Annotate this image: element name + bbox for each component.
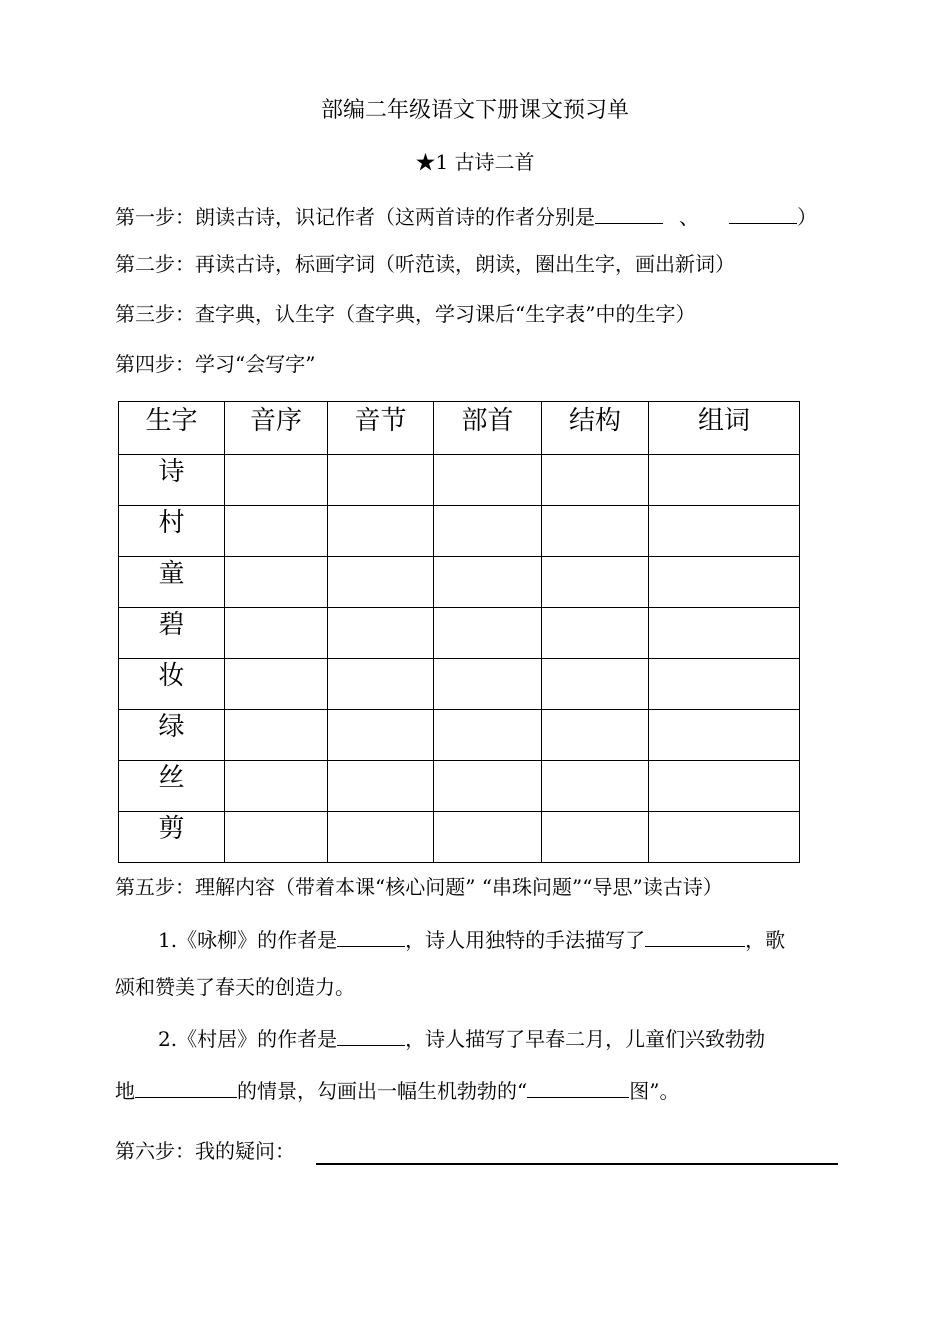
input-cell[interactable] bbox=[542, 812, 649, 863]
table-row bbox=[119, 455, 800, 506]
input-cell[interactable] bbox=[649, 608, 800, 659]
table-row bbox=[119, 812, 800, 863]
input-cell[interactable] bbox=[542, 659, 649, 710]
character-table bbox=[118, 401, 800, 863]
input-cell[interactable] bbox=[328, 710, 434, 761]
char-cell: 妆 bbox=[119, 659, 225, 710]
step-1 bbox=[115, 202, 817, 229]
q1-part2: ，诗人用独特的手法描写了 bbox=[405, 928, 646, 952]
char-cell: 童 bbox=[119, 557, 225, 608]
q2-picture-blank[interactable] bbox=[527, 1076, 629, 1098]
char-cell: 剪 bbox=[119, 812, 225, 863]
input-cell[interactable] bbox=[649, 506, 800, 557]
input-cell[interactable] bbox=[434, 455, 542, 506]
q2-part3: 地 bbox=[115, 1079, 135, 1103]
input-cell[interactable] bbox=[434, 608, 542, 659]
question-2-line-1 bbox=[158, 1024, 765, 1051]
input-cell[interactable] bbox=[649, 455, 800, 506]
input-cell[interactable] bbox=[649, 557, 800, 608]
header-words: 组词 bbox=[649, 402, 800, 455]
step-3: 第三步：查字典，认生字（查字典，学习课后“生字表”中的生字） bbox=[115, 302, 696, 326]
header-syllable: 音节 bbox=[328, 402, 434, 455]
table-row bbox=[119, 608, 800, 659]
table-header-row bbox=[119, 402, 800, 455]
step-6: 第六步：我的疑问： bbox=[115, 1139, 295, 1163]
step-1-sep: 、 bbox=[679, 205, 699, 229]
q2-part5: 图”。 bbox=[629, 1079, 680, 1103]
char-cell: 丝 bbox=[119, 761, 225, 812]
input-cell[interactable] bbox=[542, 557, 649, 608]
input-cell[interactable] bbox=[328, 812, 434, 863]
table-row bbox=[119, 557, 800, 608]
input-cell[interactable] bbox=[328, 506, 434, 557]
step-4: 第四步：学习“会写字” bbox=[115, 352, 316, 376]
input-cell[interactable] bbox=[434, 761, 542, 812]
char-cell: 村 bbox=[119, 506, 225, 557]
question-answer-line[interactable] bbox=[316, 1163, 838, 1165]
input-cell[interactable] bbox=[328, 557, 434, 608]
input-cell[interactable] bbox=[434, 506, 542, 557]
header-initial: 音序 bbox=[225, 402, 328, 455]
header-structure: 结构 bbox=[542, 402, 649, 455]
table-row bbox=[119, 710, 800, 761]
input-cell[interactable] bbox=[328, 659, 434, 710]
input-cell[interactable] bbox=[434, 812, 542, 863]
q1-subject-blank[interactable] bbox=[645, 925, 745, 947]
q2-part2: ，诗人描写了早春二月，儿童们兴致勃勃 bbox=[405, 1027, 766, 1051]
input-cell[interactable] bbox=[542, 710, 649, 761]
table-row bbox=[119, 506, 800, 557]
question-1-line-1 bbox=[158, 925, 785, 952]
input-cell[interactable] bbox=[542, 506, 649, 557]
q2-activity-blank[interactable] bbox=[135, 1076, 237, 1098]
lesson-title: ★1 古诗二首 bbox=[415, 150, 535, 174]
q2-part1: 2.《村居》的作者是 bbox=[158, 1027, 338, 1051]
input-cell[interactable] bbox=[542, 761, 649, 812]
input-cell[interactable] bbox=[542, 455, 649, 506]
input-cell[interactable] bbox=[328, 455, 434, 506]
input-cell[interactable] bbox=[649, 812, 800, 863]
table-row bbox=[119, 761, 800, 812]
input-cell[interactable] bbox=[328, 761, 434, 812]
input-cell[interactable] bbox=[328, 608, 434, 659]
q2-part4: 的情景，勾画出一幅生机勃勃的“ bbox=[237, 1079, 528, 1103]
char-cell: 绿 bbox=[119, 710, 225, 761]
page-title: 部编二年级语文下册课文预习单 bbox=[320, 98, 629, 123]
q1-author-blank[interactable] bbox=[337, 925, 405, 947]
question-1-line-2: 颂和赞美了春天的创造力。 bbox=[115, 975, 355, 999]
input-cell[interactable] bbox=[434, 659, 542, 710]
input-cell[interactable] bbox=[225, 608, 328, 659]
q2-author-blank[interactable] bbox=[337, 1024, 405, 1046]
input-cell[interactable] bbox=[649, 659, 800, 710]
input-cell[interactable] bbox=[434, 557, 542, 608]
step-2: 第二步：再读古诗，标画字词（听范读，朗读，圈出生字，画出新词） bbox=[115, 252, 735, 276]
input-cell[interactable] bbox=[542, 608, 649, 659]
input-cell[interactable] bbox=[225, 812, 328, 863]
input-cell[interactable] bbox=[225, 659, 328, 710]
input-cell[interactable] bbox=[434, 710, 542, 761]
step-1-text: 第一步：朗读古诗，识记作者（这两首诗的作者分别是 bbox=[115, 205, 595, 229]
author-blank-1[interactable] bbox=[595, 202, 663, 224]
input-cell[interactable] bbox=[649, 710, 800, 761]
char-cell: 诗 bbox=[119, 455, 225, 506]
q1-part3: ，歌 bbox=[745, 928, 786, 952]
step-5: 第五步：理解内容（带着本课“核心问题” “串珠问题”“导思”读古诗） bbox=[115, 875, 723, 899]
char-cell: 碧 bbox=[119, 608, 225, 659]
input-cell[interactable] bbox=[225, 455, 328, 506]
input-cell[interactable] bbox=[225, 506, 328, 557]
input-cell[interactable] bbox=[225, 761, 328, 812]
input-cell[interactable] bbox=[225, 557, 328, 608]
table-row bbox=[119, 659, 800, 710]
header-radical: 部首 bbox=[434, 402, 542, 455]
input-cell[interactable] bbox=[649, 761, 800, 812]
q1-part1: 1.《咏柳》的作者是 bbox=[158, 928, 338, 952]
input-cell[interactable] bbox=[225, 710, 328, 761]
question-2-line-2 bbox=[115, 1076, 679, 1103]
step-1-end: ） bbox=[797, 205, 817, 229]
header-character: 生字 bbox=[119, 402, 225, 455]
author-blank-2[interactable] bbox=[729, 202, 797, 224]
